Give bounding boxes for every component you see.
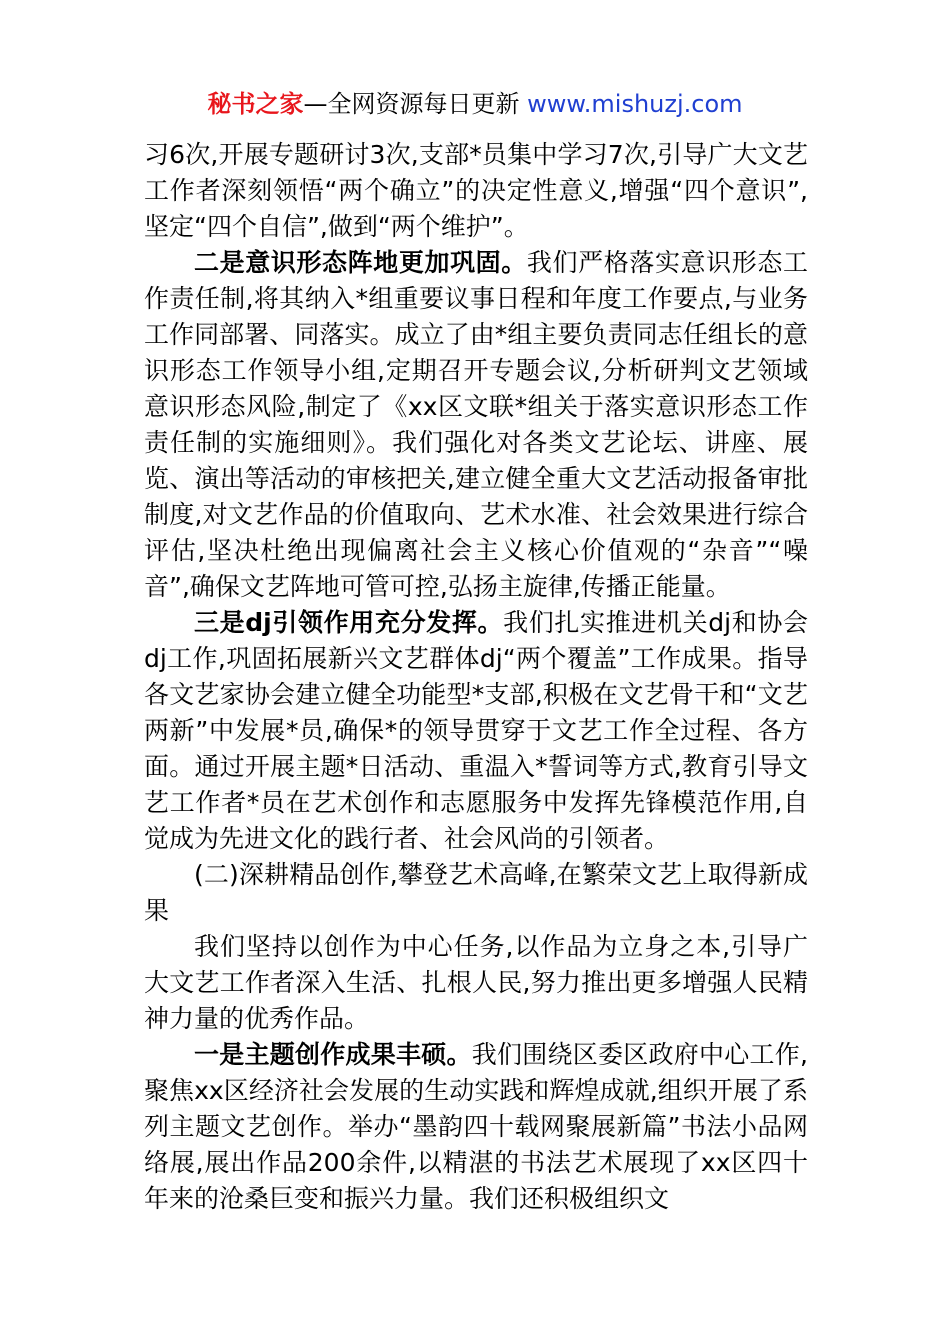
paragraph-text: (二)深耕精品创作,攀登艺术高峰,在繁荣文艺上取得新成果 — [144, 860, 808, 925]
site-url-link[interactable]: www.mishuzj.com — [527, 90, 743, 118]
site-brand: 秘书之家 — [207, 90, 304, 118]
document-body — [144, 137, 808, 1217]
section-heading — [144, 857, 808, 929]
site-tagline: —全网资源每日更新 — [303, 90, 528, 118]
paragraph-text: 习6次,开展专题研讨3次,支部*员集中学习7次,引导广大文艺工作者深刻领悟“两个确立”的决定性意义,增强“四个意识”,坚定“四个自信”,做到“两个维护”。 — [144, 140, 808, 241]
paragraph-continuation — [144, 137, 808, 245]
paragraph-text: 我们围绕区委区政府中心工作,聚焦xx区经济社会发展的生动实践和辉煌成就,组织开展了系列主题文艺创作。举办“墨韵四十载网聚展新篇”书法小品网络展,展出作品200余件,以精湛的书法艺术展现了xx区四十年来的沧桑巨变和振兴力量。我们还积极组织文 — [144, 1040, 808, 1213]
paragraph-text: 我们坚持以创作为中心任务,以作品为立身之本,引导广大文艺工作者深入生活、扎根人民,努力推出更多增强人民精神力量的优秀作品。 — [144, 932, 808, 1033]
paragraph-theme-creation — [144, 1037, 808, 1217]
page-header — [0, 86, 950, 122]
paragraph-text: 我们严格落实意识形态工作责任制,将其纳入*组重要议事日程和年度工作要点,与业务工作同部署、同落实。成立了由*组主要负责同志任组长的意识形态工作领导小组,定期召开专题会议,分析研判文艺领域意识形态风险,制定了《xx区文联*组关于落实意识形态工作责任制的实施细则》。我们强化对各类文艺论坛、讲座、展览、演出等活动的审核把关,建立健全重大文艺活动报备审批制度,对文艺作品的价值取向、艺术水准、社会效果进行综合评估,坚决杜绝出现偏离社会主义核心价值观的“杂音”“噪音”,确保文艺阵地可管可控,弘扬主旋律,传播正能量。 — [144, 248, 808, 601]
paragraph-ideology — [144, 245, 808, 605]
paragraph-intro — [144, 929, 808, 1037]
paragraph-lead: 二是意识形态阵地更加巩固。 — [194, 248, 527, 277]
paragraph-lead: 三是dj引领作用充分发挥。 — [194, 608, 504, 637]
paragraph-lead: 一是主题创作成果丰硕。 — [194, 1040, 472, 1069]
paragraph-dj — [144, 605, 808, 857]
paragraph-text: 我们扎实推进机关dj和协会dj工作,巩固拓展新兴文艺群体dj“两个覆盖”工作成果。指导各文艺家协会建立健全功能型*支部,积极在文艺骨干和“文艺两新”中发展*员,确保*的领导贯穿于文艺工作全过程、各方面。通过开展主题*日活动、重温入*誓词等方式,教育引导文艺工作者*员在艺术创作和志愿服务中发挥先锋模范作用,自觉成为先进文化的践行者、社会风尚的引领者。 — [144, 608, 808, 853]
